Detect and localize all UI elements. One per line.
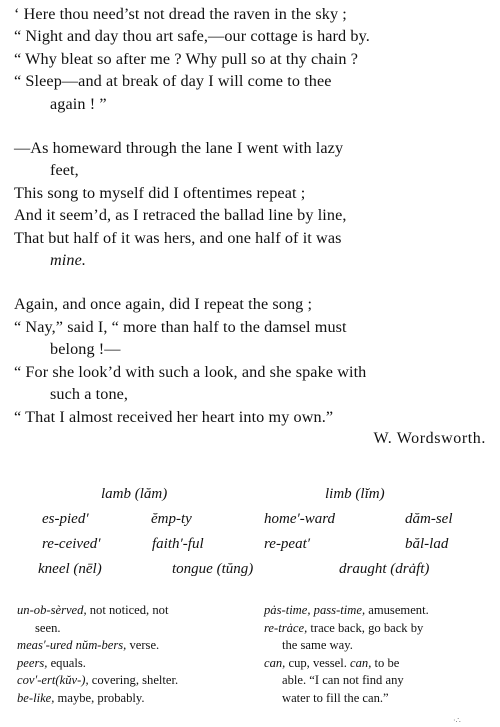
vocab-term: pȧs-time, pass-time, xyxy=(264,603,366,617)
poem-line: “ That I almost received her heart into my own.” xyxy=(14,407,334,426)
poem-line: “ Night and day thou art safe,—our cottage is hard by. xyxy=(14,27,370,46)
vocab-definition: maybe, probably. xyxy=(54,690,145,705)
pronunciation-word: re-peat′ xyxy=(264,536,311,552)
pronunciation-word: es-pied′ xyxy=(42,511,89,527)
vocab-definition: verse. xyxy=(126,638,160,653)
poem-line-continuation: feet, xyxy=(50,161,79,180)
poem-line: Again, and once again, did I repeat the song ; xyxy=(14,295,313,314)
vocab-definition: cup, vessel. xyxy=(285,655,351,670)
vocab-term: can, xyxy=(350,655,372,670)
vocab-entry xyxy=(264,620,492,655)
vocabulary-right-column xyxy=(264,602,492,708)
vocabulary-left-column xyxy=(17,602,249,708)
poem-line: This song to myself did I oftentimes repeat ; xyxy=(14,183,306,202)
vocab-term: un-ob-sèrved, xyxy=(17,603,87,617)
poem-line: ‘ Here thou need’st not dread the raven in the sky ; xyxy=(14,5,347,23)
poem-line: And it seem’d, as I retraced the ballad line by line, xyxy=(14,206,347,225)
poem-line: That but half of it was hers, and one half of it was xyxy=(14,228,342,247)
poem-line: —As homeward through the lane I went with lazy xyxy=(14,139,344,158)
vocab-term: re-trȧce, xyxy=(264,620,308,635)
vocab-term: be-like, xyxy=(17,690,55,705)
poem-line: “ Sleep—and at break of day I will come to thee xyxy=(14,72,332,91)
vocab-term: can, xyxy=(264,655,286,670)
vocab-definition-continuation: the same way. xyxy=(282,638,353,653)
vocab-definition: not noticed, not xyxy=(86,603,169,617)
vocab-term: cov′-ert(kŭv-), xyxy=(17,673,89,688)
vocab-term: peers, xyxy=(17,655,48,670)
poem xyxy=(14,3,492,450)
poem-line-continuation: such a tone, xyxy=(50,385,129,404)
vocab-definition: covering, shelter. xyxy=(88,673,179,688)
vocab-definition: equals. xyxy=(47,655,86,670)
print-speck: ·∴ xyxy=(453,716,461,725)
poem-line-continuation: again ! ” xyxy=(50,94,107,113)
vocab-definition-continuation: water to fill the can.” xyxy=(282,690,389,705)
vocab-entry xyxy=(264,602,492,620)
vocab-definition: to be xyxy=(371,655,400,670)
poem-line: “ Nay,” said I, “ more than half to the damsel must xyxy=(14,317,347,336)
poem-line: “ Why bleat so after me ? Why pull so at thy chain ? xyxy=(14,49,358,68)
stanza-gap xyxy=(14,115,492,137)
pronunciation-word: home′-ward xyxy=(264,511,336,527)
pronunciation-word: limb (lĭm) xyxy=(325,486,385,502)
poem-line: “ For she look’d with such a look, and she spake with xyxy=(14,362,367,381)
vocab-entry xyxy=(17,655,249,673)
pronunciation-word: re-ceived′ xyxy=(42,536,101,552)
stanza-gap xyxy=(14,271,492,293)
pronunciation-word: faith′-ful xyxy=(152,536,204,552)
poem-author: W. Wordsworth. xyxy=(373,429,486,447)
pronunciation-word: tongue (tŭng) xyxy=(172,561,254,577)
vocab-term: meas′-ured nŭm-bers, xyxy=(17,638,127,653)
vocab-definition-continuation: seen. xyxy=(35,620,61,635)
vocab-entry xyxy=(17,672,249,690)
vocab-entry xyxy=(264,655,492,708)
pronunciation-word: dăm-sel xyxy=(405,511,453,527)
poem-line-continuation: mine. xyxy=(50,251,87,270)
pronunciation-word: kneel (nēl) xyxy=(38,561,102,577)
vocab-entry xyxy=(17,690,249,708)
vocab-definition-continuation: able. “I can not find any xyxy=(282,673,404,688)
pronunciation-word: draught (drȧft) xyxy=(339,561,430,577)
pronunciation-word: ĕmp-ty xyxy=(151,511,192,527)
vocab-entry xyxy=(17,602,249,637)
poem-line-continuation: belong !— xyxy=(50,340,121,359)
pronunciation-word: băl-lad xyxy=(405,536,449,552)
pronunciation-word: lamb (lăm) xyxy=(101,486,168,502)
vocab-definition: trace back, go back by xyxy=(307,620,424,635)
vocab-definition: amusement. xyxy=(365,603,429,617)
vocab-entry xyxy=(17,637,249,655)
